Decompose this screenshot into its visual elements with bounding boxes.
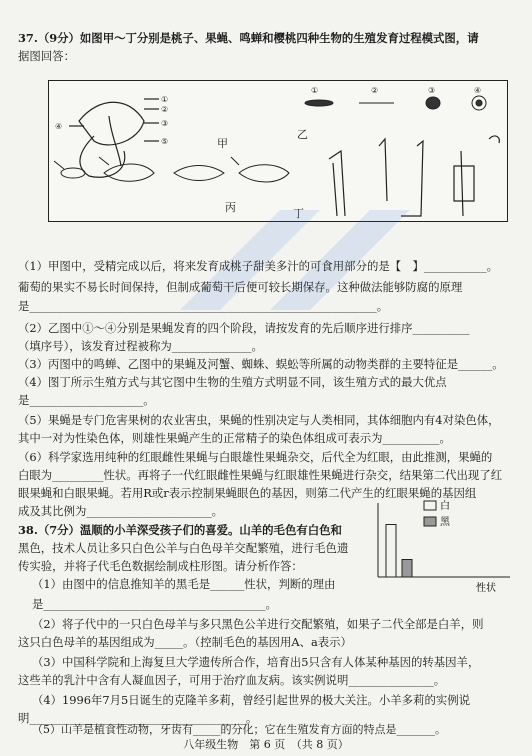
q37-part3-line1: （3）丙图中的鸣蝉、乙图中的果蝇及河蟹、蜘蛛、蜈蚣等所属的动物类群的主要特征是______。: [18, 357, 504, 371]
q37-part1-line2: 葡萄的果实不易长时间保持，但制成葡萄干后便可较长期保存。这种做法能够防腐的原理: [18, 280, 463, 294]
svg-text:③: ③: [161, 119, 169, 128]
q37-part6-line4: 成及其比例为______________________。: [18, 504, 224, 518]
svg-text:①: ①: [161, 95, 169, 104]
peach-flower-diagram: [69, 99, 159, 177]
q37-part1-line3: 是_____________________________________________________________。: [18, 299, 389, 313]
q38-intro-line1: 38.（7分）温顺的小羊深受孩子们的喜爱。山羊的毛色有白色和: [18, 523, 342, 537]
q37-part4-line2: 是____________________。: [18, 393, 155, 407]
q38-part1-line1: （1）由图中的信息推知羊的黑毛是______性状，判断的理由: [32, 577, 336, 591]
q37-part6-line2: 白眼为_________性状。再将子一代红眼雌性果蝇与红眼雄性果蝇进行杂交，结果第二代出现了红: [18, 468, 503, 482]
q38-part2-line2: 这只白色母羊的基因组成为_____。（控制毛色的基因用A、a表示）: [18, 635, 352, 649]
figure-label-yi: 乙: [297, 128, 308, 141]
figure-label-jia: 甲: [217, 137, 228, 150]
svg-text:①: ①: [311, 86, 319, 95]
svg-text:⑤: ⑤: [161, 137, 169, 146]
wool-color-chart: [360, 497, 520, 595]
q38-part3-line2: 这些羊的乳汁中含有人凝血因子，可用于治疗血友病。该实例说明_______________。: [18, 673, 446, 687]
q37-part6-line1: （6）科学家选用纯种的红眼雌性果蝇与白眼雄性果蝇杂交，后代全为红眼，由此推测，果蝇的: [18, 450, 493, 464]
svg-text:③: ③: [428, 86, 436, 95]
q37-part5-line1: （5）果蝇是专门危害果树的农业害虫，果蝇的性别决定与人类相同，其体细胞内有4对染色体，: [18, 413, 500, 427]
q37-part1-line1: （1）甲图中，受精完成以后，将来发育成桃子甜美多汁的可食用部分的是【 】___________。: [18, 259, 498, 273]
svg-text:②: ②: [161, 105, 169, 114]
bar-white: [386, 525, 396, 578]
q37-figure-drawing: [49, 81, 507, 221]
svg-text:④: ④: [55, 122, 63, 131]
q38-intro-line2: 黑色，技术人员让多只白色公羊与白色母羊交配繁殖，进行毛色遗: [18, 541, 349, 555]
q37-figure: [48, 80, 508, 222]
legend-black-swatch: [424, 517, 436, 526]
svg-text:④: ④: [474, 86, 482, 95]
q37-part2-line1: （2）乙图中①～④分别是果蝇发育的四个阶段，请按发育的先后顺序进行排序__________: [18, 321, 470, 335]
legend-white-swatch: [424, 501, 436, 510]
figure-label-ding: 丁: [293, 207, 304, 220]
legend-black-label: 黑: [440, 517, 450, 528]
q38-part4-line2: 明______________________________________。: [18, 711, 258, 725]
q38-part2-line1: （2）将子代中的一只白色母羊与多只黑色公羊进行交配繁殖，如果子二代全部是白羊，则: [32, 617, 484, 631]
q37-part6-line3: 眼果蝇和白眼果蝇。若用R或r表示控制果蝇眼色的基因，则第二代产生的红眼果蝇的基因组: [18, 486, 477, 500]
page-footer: 八年级生物 第 6 页 （共 8 页）: [183, 738, 349, 751]
cherry-grafting: [329, 136, 499, 216]
figure-label-bing: 丙: [225, 201, 236, 214]
q38-part1-line2: 是_______________________________________。: [32, 597, 277, 611]
q37-part5-line2: 其中一对为性染色体，则雄性果蝇产生的正常精子的染色体组成可表示为__________。: [18, 431, 451, 445]
bar-black: [402, 560, 412, 578]
chart-x-label: 性状: [476, 583, 496, 594]
svg-text:②: ②: [371, 86, 379, 95]
q37-part4-line1: （4）图丁所示生殖方式与其它图中生物的生殖方式明显不同，该生殖方式的最大优点: [18, 375, 447, 389]
q37-intro-line2: 据图回答：: [18, 49, 75, 63]
fruit-fly-stages: [305, 96, 486, 110]
legend-white-label: 白: [440, 501, 450, 512]
q37-part2-line2: （填序号），该发育过程被称为______________。: [18, 339, 263, 353]
q38-part3-line1: （3）中国科学院和上海复旦大学遗传所合作，培育出5只含有人体某种基因的转基因羊，: [32, 655, 480, 669]
wool-color-chart-svg: [360, 497, 520, 595]
q38-part5-line1: （5）山羊是植食性动物，牙齿有_____的分化；它在生殖发育方面的特点是_______。: [32, 723, 446, 736]
q38-part4-line1: （4）1996年7月5日诞生的克隆羊多莉，曾经引起世界的极大关注。小羊多莉的实例说: [32, 693, 471, 707]
q38-intro-line3: 传实验，并将子代毛色数据绘制成柱形图。请分析作答：: [18, 559, 303, 573]
q37-intro-line1: 37.（9分）如图甲～丁分别是桃子、果蝇、鸣蝉和樱桃四种生物的生殖发育过程模式图，请: [18, 31, 479, 45]
cicada-stages: [54, 157, 289, 182]
